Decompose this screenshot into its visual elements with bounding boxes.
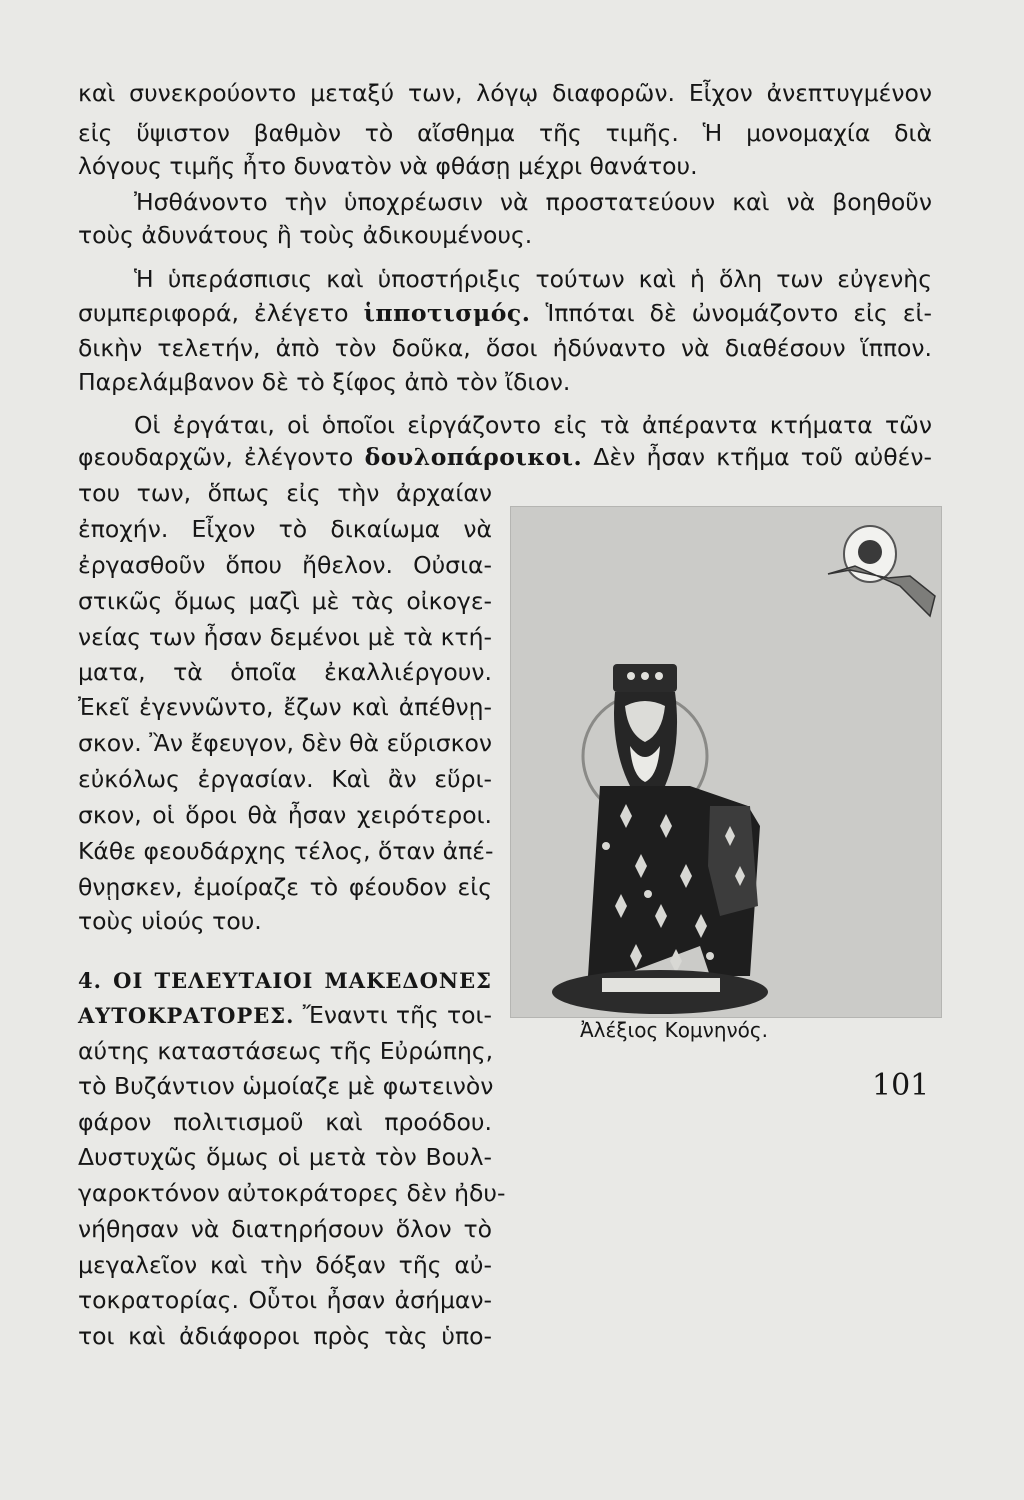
- footstool-band: [602, 978, 720, 992]
- text-line: τοὺς υἱούς του.: [78, 907, 262, 935]
- text-run: Ἱππόται δὲ ὠνομάζοντο εἰς εἰ-: [545, 299, 932, 327]
- text-line: Δυστυχῶς ὅμως οἱ μετὰ τὸν Βουλ-: [78, 1143, 492, 1171]
- text-line: εἰς ὕψιστον βαθμὸν τὸ αἴσθημα τῆς τιμῆς. Ἡ μονομαχία διὰ: [78, 119, 932, 147]
- text-line: σκον, οἱ ὅροι θὰ ἦσαν χειρότεροι.: [78, 801, 492, 829]
- text-line: [78, 442, 932, 472]
- text-line: μεγαλεῖον καὶ τὴν δόξαν τῆς αὐ-: [78, 1251, 492, 1279]
- page-number: 101: [872, 1068, 930, 1103]
- text-line: φάρον πολιτισμοῦ καὶ προόδου.: [78, 1108, 492, 1136]
- term-hippotismos: ἱπποτισμός.: [363, 299, 531, 327]
- text-line: τοὺς ἀδυνάτους ἢ τοὺς ἀδικουμένους.: [78, 221, 533, 249]
- text-line: Οἱ ἐργάται, οἱ ὁποῖοι εἰργάζοντο εἰς τὰ ἀπέραντα κτήματα τῶν: [134, 411, 932, 439]
- text-line: Ἠσθάνοντο τὴν ὑποχρέωσιν νὰ προστατεύουν καὶ νὰ βοηθοῦν: [134, 188, 932, 216]
- text-line: τὸ Βυζάντιον ὡμοίαζε μὲ φωτεινὸν: [78, 1072, 494, 1100]
- text-run: συμπεριφορά, ἐλέγετο: [78, 299, 349, 327]
- text-run: Δὲν ἦσαν κτῆμα τοῦ αὐθέν-: [593, 443, 932, 471]
- text-line: γαροκτόνον αὐτοκράτορες δὲν ἠδυ-: [78, 1179, 506, 1207]
- text-line: Ἡ ὑπεράσπισις καὶ ὑποστήριξις τούτων καὶ ἡ ὅλη των εὐγενὴς: [134, 265, 932, 293]
- section-heading: [78, 965, 492, 996]
- section-heading-text: 4. ΟΙ ΤΕΛΕΥΤΑΙΟΙ ΜΑΚΕΔΟΝΕΣ: [78, 968, 492, 993]
- text-line: Παρελάμβανον δὲ τὸ ξίφος ἀπὸ τὸν ἴδιον.: [78, 368, 571, 396]
- text-line: Ἐκεῖ ἐγεννῶντο, ἔζων καὶ ἀπέθνῃ-: [78, 693, 492, 721]
- text-line: σκον. Ἂν ἔφευγον, δὲν θὰ εὕρισκον: [78, 729, 492, 757]
- text-line: νείας των ἦσαν δεμένοι μὲ τὰ κτή-: [78, 623, 492, 651]
- text-line: δικὴν τελετήν, ἀπὸ τὸν δοῦκα, ὅσοι ἠδύναντο νὰ διαθέσουν ἵππον.: [78, 334, 932, 362]
- section-heading-text: ΑΥΤΟΚΡΑΤΟΡΕΣ.: [78, 1003, 295, 1028]
- text-line: νήθησαν νὰ διατηρήσουν ὅλον τὸ: [78, 1215, 492, 1243]
- text-line: [78, 1000, 492, 1031]
- text-line: τοι καὶ ἀδιάφοροι πρὸς τὰς ὑπο-: [78, 1322, 492, 1350]
- text-run: Ἔναντι τῆς τοι-: [302, 1001, 492, 1029]
- text-line: του των, ὅπως εἰς τὴν ἀρχαίαν: [78, 479, 492, 507]
- text-line: λόγους τιμῆς ἦτο δυνατὸν νὰ φθάσῃ μέχρι θανάτου.: [78, 152, 698, 180]
- text-line: θνῃσκεν, ἐμοίραζε τὸ φέουδον εἰς: [78, 873, 492, 901]
- text-line: τοκρατορίας. Οὗτοι ἦσαν ἀσήμαν-: [78, 1286, 492, 1314]
- text-line: ἐργασθοῦν ὅπου ἤθελον. Οὐσια-: [78, 551, 492, 579]
- emperor-portrait-image: [510, 506, 942, 1018]
- text-line: αύτης καταστάσεως τῆς Εὐρώπης,: [78, 1037, 494, 1065]
- text-line: Κάθε φεουδάρχης τέλος, ὅταν ἀπέ-: [78, 837, 494, 865]
- figure-caption: Ἀλέξιος Κομνηνός.: [580, 1018, 769, 1042]
- text-line: στικῶς ὅμως μαζὶ μὲ τὰς οἰκογε-: [78, 587, 492, 615]
- text-line: ματα, τὰ ὁποῖα ἐκαλλιέργουν.: [78, 658, 492, 686]
- term-doulopariokoi: δουλοπάροικοι.: [364, 443, 583, 471]
- text-run: φεουδαρχῶν, ἐλέγοντο: [78, 443, 354, 471]
- text-line: εὐκόλως ἐργασίαν. Καὶ ἂν εὕρι-: [78, 765, 492, 793]
- text-line: ἐποχήν. Εἶχον τὸ δικαίωμα νὰ: [78, 515, 492, 543]
- text-line: [78, 298, 932, 328]
- text-line: καὶ συνεκρούοντο μεταξύ των, λόγῳ διαφορῶν. Εἶχον ἀνεπτυγμένον: [78, 79, 932, 107]
